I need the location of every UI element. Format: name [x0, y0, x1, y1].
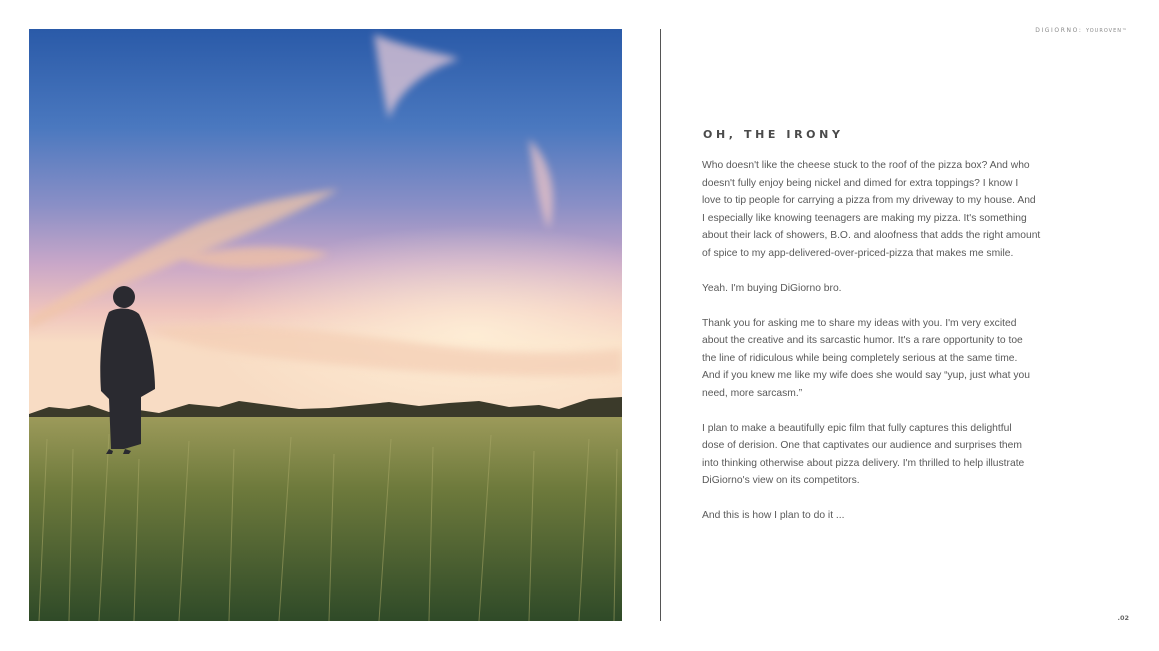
page-number: .02 [1117, 614, 1129, 622]
brand-logo [1035, 27, 1128, 34]
paragraph-closing: And this is how I plan to do it ... [702, 510, 845, 521]
section-heading: OH, THE IRONY [703, 128, 844, 141]
paragraph-plan: I plan to make a beautifully epic film that fully captures this delightful dose of derision. One that captivates our audience and surprises them into thinking otherwise about pizza delivery. I'm thrilled to help illustrate DiGiorno's view on its competitors. [702, 422, 1025, 486]
paragraph-thanks: Thank you for asking me to share my ideas with you. I'm very excited about the creative and its sarcastic humor. It's a rare opportunity to toe the line of ridiculous while being completely serious at the same time. And if you knew me like my wife does she would say “yup, just what you need, more sarcasm.” [702, 317, 1030, 399]
page-divider [660, 29, 661, 621]
paragraph-tagline: Yeah. I'm buying DiGiorno bro. [702, 282, 842, 294]
paragraph-intro: Who doesn't like the cheese stuck to the roof of the pizza box? And who doesn't fully enjoy being nickel and dimed for extra toppings? I know I love to tip people for carrying a pizza from my driveway to my house. And I especially like knowing teenagers are making my pizza. It's something about their lack of showers, B.O. and aloofness that adds the right amount of spice to my app-delivered-over-priced-pizza that makes me smile. [702, 160, 1041, 259]
hero-photo [29, 29, 622, 621]
brand-name: DIGIORNO: [1035, 27, 1083, 34]
brand-product: YOUROVEN™ [1085, 28, 1128, 34]
article-body [702, 157, 1062, 542]
